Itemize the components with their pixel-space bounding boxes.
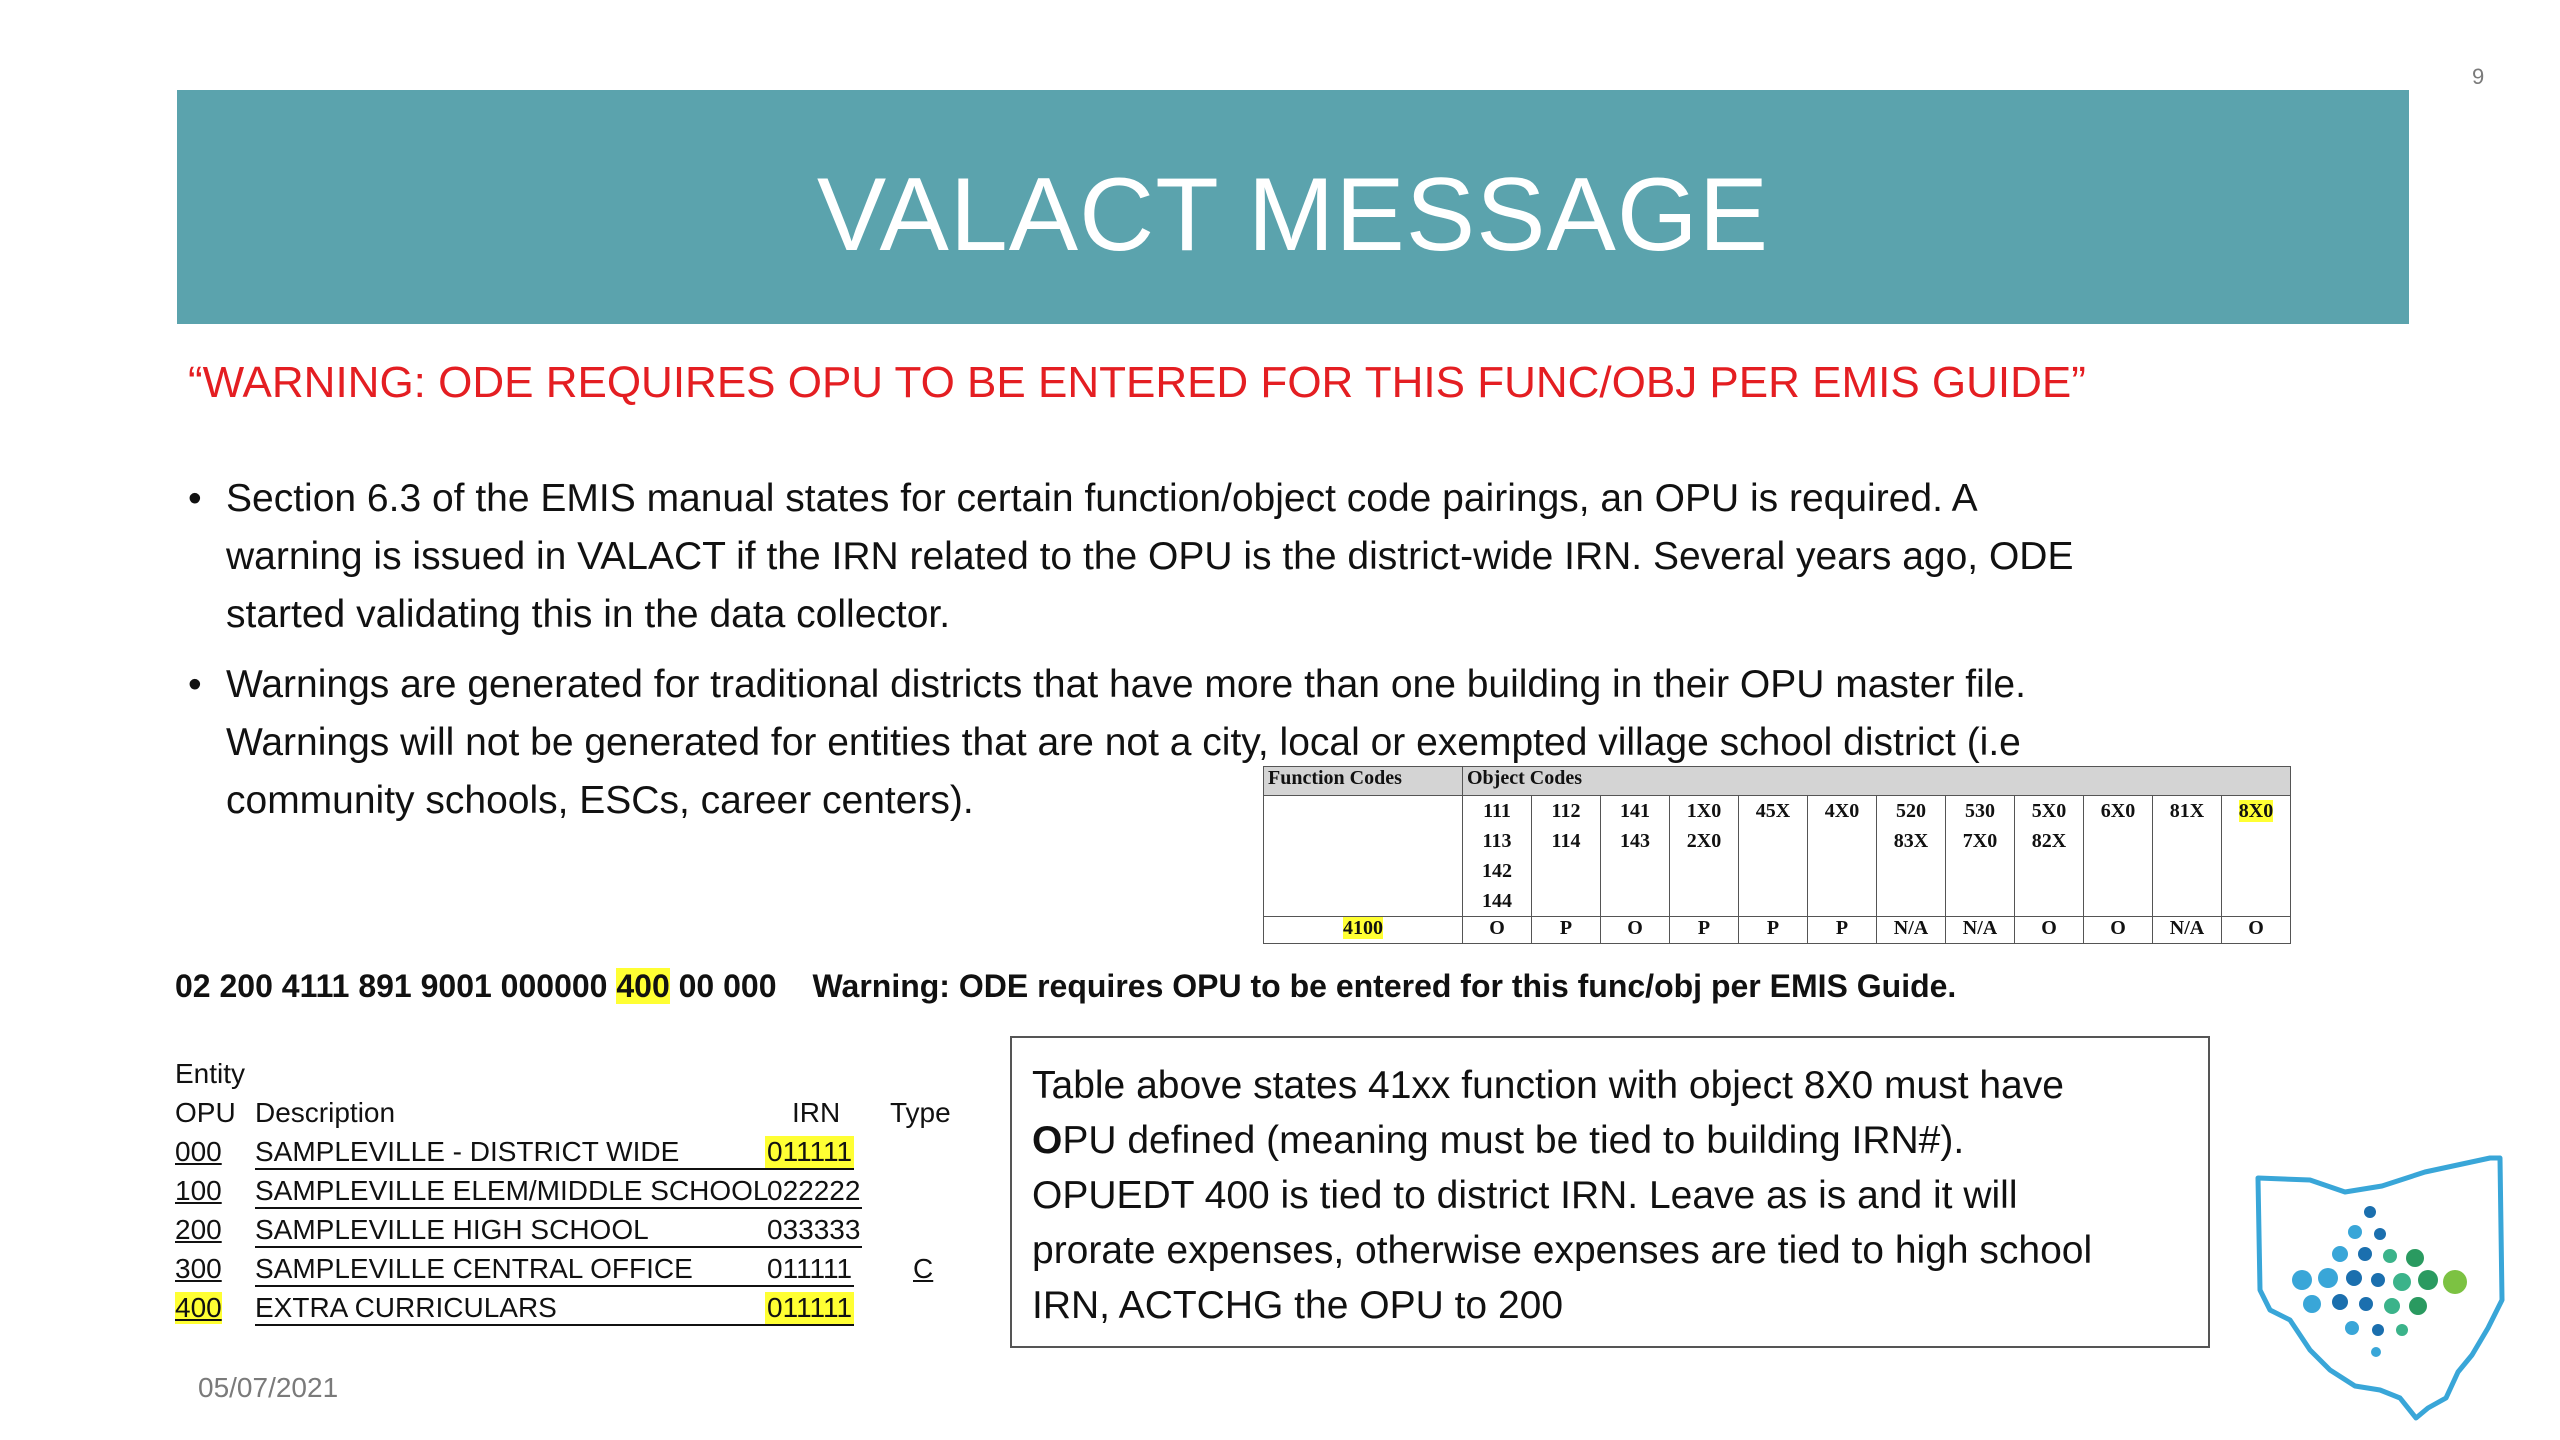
code-value-cell: O — [2084, 917, 2153, 944]
entity-opu: 000 — [175, 1136, 222, 1167]
bullet-1-line: Section 6.3 of the EMIS manual states for certain function/object code pairings, an OPU is required. A — [226, 477, 1978, 520]
object-code-cell — [2015, 796, 2084, 917]
note-line: Table above states 41xx function with object 8X0 must have — [1032, 1064, 2064, 1107]
account-code-line — [175, 968, 1956, 1005]
bullet-1-line: started validating this in the data collector. — [226, 593, 951, 636]
function-codes-header: Function Codes — [1264, 767, 1463, 796]
bullet-1-line: warning is issued in VALACT if the IRN related to the OPU is the district-wide IRN. Several years ago, ODE — [226, 535, 2074, 578]
entity-opu: 200 — [175, 1214, 222, 1245]
warning-message: “WARNING: ODE REQUIRES OPU TO BE ENTERED FOR THIS FUNC/OBJ PER EMIS GUIDE” — [188, 358, 2086, 407]
object-code-cell — [1670, 796, 1739, 917]
entity-irn: 011111 — [765, 1136, 854, 1170]
note-line-rest: PU defined (meaning must be tied to building IRN#). — [1062, 1119, 1965, 1162]
entity-opu: 300 — [175, 1253, 222, 1284]
object-code: 141 — [1620, 800, 1650, 822]
function-object-codes-table — [1263, 766, 2291, 944]
entity-opu: 100 — [175, 1175, 222, 1206]
codes-header-row — [1264, 767, 2291, 796]
object-codes-header: Object Codes — [1463, 767, 2291, 796]
object-code: 4X0 — [1824, 800, 1860, 822]
slide-title: VALACT MESSAGE — [816, 156, 1770, 273]
object-code-cell — [1946, 796, 2015, 917]
bullet-dot: • — [188, 477, 202, 520]
note-line: prorate expenses, otherwise expenses are tied to high school — [1032, 1229, 2093, 1272]
description-header: Description — [255, 1097, 396, 1128]
bullet-1-text — [226, 470, 2073, 644]
note-bold-letter: O — [1032, 1119, 1063, 1162]
entity-irn: 011111 — [765, 1292, 854, 1326]
object-code: 83X — [1893, 830, 1929, 852]
entity-description: SAMPLEVILLE HIGH SCHOOL — [255, 1214, 830, 1248]
note-line: OPUEDT 400 is tied to district IRN. Leave as is and it will — [1032, 1174, 2018, 1217]
code-value-cell: O — [2015, 917, 2084, 944]
object-code-cell — [1532, 796, 1601, 917]
object-code-cell — [1463, 796, 1532, 917]
slide-date: 05/07/2021 — [198, 1372, 339, 1403]
values-row — [1264, 917, 2291, 944]
entity-irn: 011111 — [765, 1253, 854, 1287]
function-code: 4100 — [1343, 917, 1383, 939]
object-code: 2X0 — [1686, 830, 1722, 852]
object-codes-row — [1264, 796, 2291, 917]
entity-opu: 400 — [175, 1292, 222, 1323]
code-value-cell: O — [2222, 917, 2291, 944]
account-code-suffix: 00 000 — [669, 968, 777, 1004]
object-code-cell — [2084, 796, 2153, 917]
object-code-cell — [1808, 796, 1877, 917]
account-code-opu: 400 — [616, 968, 670, 1004]
object-code: 113 — [1482, 830, 1512, 852]
entity-irn: 022222 — [765, 1175, 862, 1209]
object-code-cell — [2222, 796, 2291, 917]
code-value-cell: P — [1739, 917, 1808, 944]
object-code: 82X — [2031, 830, 2067, 852]
type-header: Type — [890, 1097, 951, 1128]
object-code-cell — [1877, 796, 1946, 917]
entity-description: SAMPLEVILLE CENTRAL OFFICE — [255, 1253, 830, 1287]
bullet-2-line: Warnings will not be generated for entities that are not a city, local or exempted village school district (i.e — [226, 721, 2021, 764]
entity-irn: 033333 — [765, 1214, 862, 1248]
code-value-cell: O — [1463, 917, 1532, 944]
object-code: 6X0 — [2100, 800, 2136, 822]
code-value-cell: O — [1601, 917, 1670, 944]
account-code-message: Warning: ODE requires OPU to be entered for this func/obj per EMIS Guide. — [812, 968, 1957, 1004]
code-value-cell: N/A — [2153, 917, 2222, 944]
opu-header: OPU — [175, 1097, 236, 1128]
object-code: 111 — [1483, 800, 1511, 822]
object-code: 7X0 — [1962, 830, 1998, 852]
object-code: 112 — [1551, 800, 1581, 822]
object-code: 143 — [1620, 830, 1650, 852]
code-value-cell: P — [1532, 917, 1601, 944]
code-value-cell: P — [1670, 917, 1739, 944]
page-number: 9 — [2472, 64, 2485, 89]
title-banner — [177, 90, 2409, 324]
object-code: 114 — [1551, 830, 1581, 852]
entity-header: Entity — [175, 1058, 246, 1089]
object-code: 144 — [1482, 890, 1512, 912]
object-code: 530 — [1965, 800, 1995, 822]
bullet-dot: • — [188, 663, 202, 706]
bullet-2-line: Warnings are generated for traditional districts that have more than one building in their OPU master file. — [226, 663, 2026, 706]
account-code-prefix: 02 200 4111 891 9001 000000 — [175, 968, 617, 1004]
ohio-state-logo-icon — [2250, 1150, 2510, 1430]
object-code: 81X — [2169, 800, 2205, 822]
code-value-cell: N/A — [1877, 917, 1946, 944]
object-code: 520 — [1896, 800, 1926, 822]
object-code-cell — [1601, 796, 1670, 917]
code-value-cell: N/A — [1946, 917, 2015, 944]
note-line — [1032, 1113, 2188, 1168]
object-code-cell — [1739, 796, 1808, 917]
entity-description: SAMPLEVILLE - DISTRICT WIDE — [255, 1136, 830, 1170]
object-code: 5X0 — [2031, 800, 2067, 822]
object-code: 142 — [1482, 860, 1512, 882]
irn-header: IRN — [792, 1097, 841, 1128]
note-line: IRN, ACTCHG the OPU to 200 — [1032, 1284, 1564, 1327]
object-code: 1X0 — [1686, 800, 1722, 822]
empty-function-cell — [1264, 796, 1463, 917]
entity-description: SAMPLEVILLE ELEM/MIDDLE SCHOOL — [255, 1175, 830, 1209]
note-box — [1010, 1036, 2210, 1348]
function-code-cell — [1264, 917, 1463, 944]
bullet-2-line: community schools, ESCs, career centers). — [226, 779, 974, 822]
code-value-cell: P — [1808, 917, 1877, 944]
entity-type: C — [913, 1253, 934, 1284]
entity-description: EXTRA CURRICULARS — [255, 1292, 830, 1326]
object-code-cell — [2153, 796, 2222, 917]
object-code: 45X — [1755, 800, 1791, 822]
object-code: 8X0 — [2238, 800, 2274, 822]
